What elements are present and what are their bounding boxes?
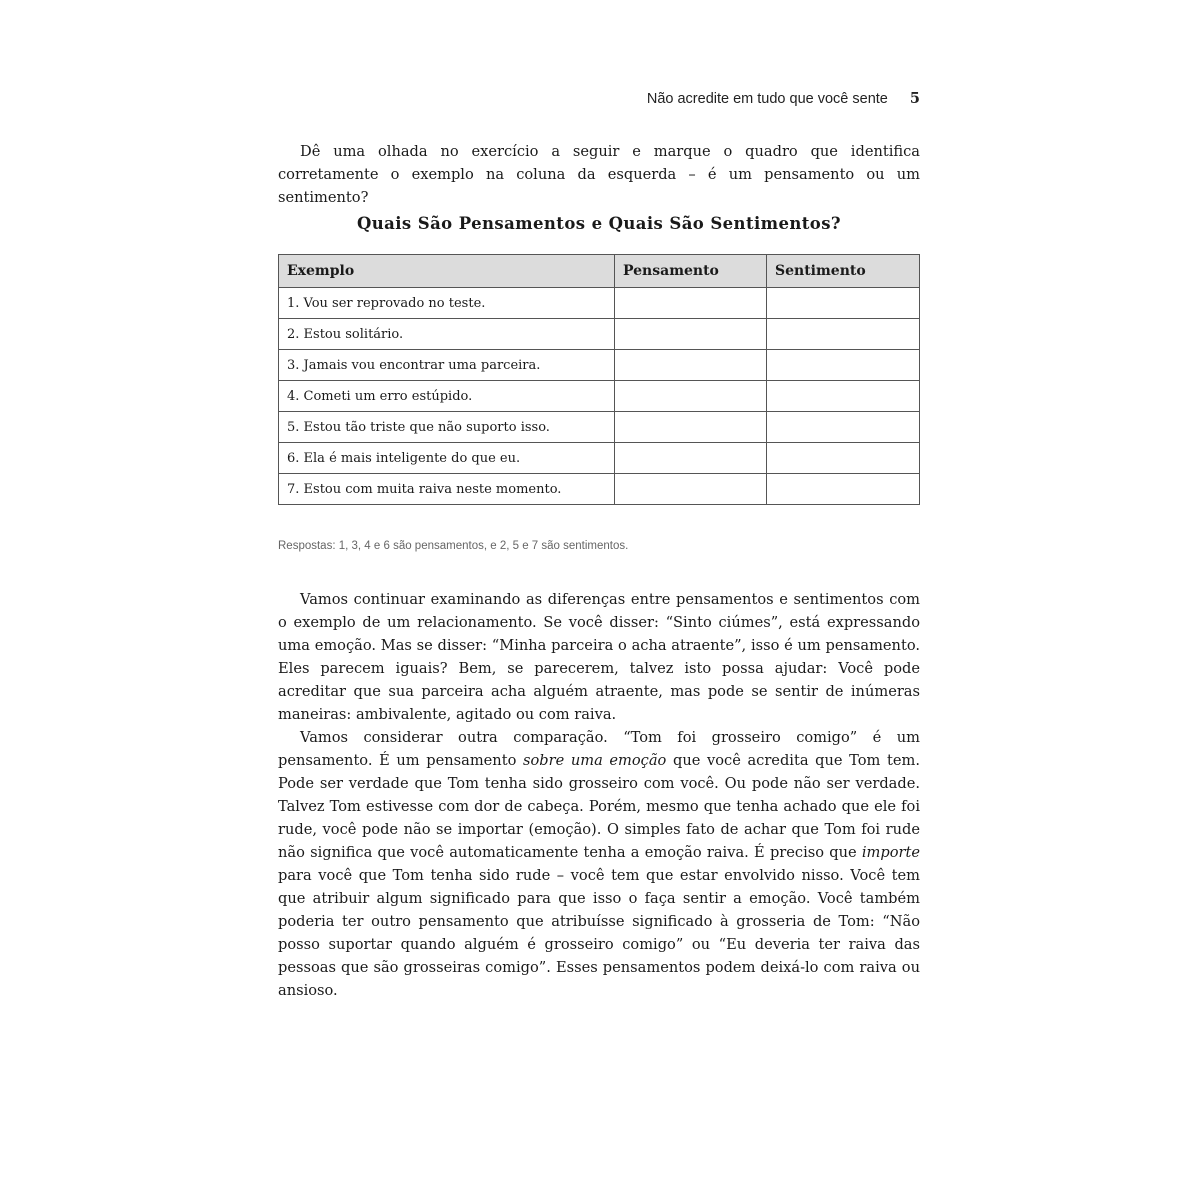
- running-title: Não acredite em tudo que você sente: [646, 91, 888, 107]
- pensamento-checkbox-cell[interactable]: [615, 381, 767, 412]
- paragraph-2-text-part-2: que você acredita que Tom tem. Pode ser verdade que Tom tenha sido grosseiro com você. Ou pode não ser verdade. Talvez Tom estivesse com dor de cabeça. Porém, mesmo que tenha achado que ele foi rude, você pode não se importar (emoção). O simples fato de achar que Tom foi rude não significa que você automaticamente tenha a emoção raiva. É preciso que: [278, 752, 920, 861]
- answer-note: Respostas: 1, 3, 4 e 6 são pensamentos, e 2, 5 e 7 são sentimentos.: [278, 540, 629, 552]
- exercise-table: [278, 254, 920, 505]
- sentimento-checkbox-cell[interactable]: [767, 288, 920, 319]
- sentimento-checkbox-cell[interactable]: [767, 443, 920, 474]
- page-number: 5: [909, 90, 920, 107]
- example-cell: 6. Ela é mais inteligente do que eu.: [279, 443, 615, 474]
- example-cell: 1. Vou ser reprovado no teste.: [279, 288, 615, 319]
- paragraph-2-italic-1: sobre uma emoção: [522, 752, 667, 769]
- example-cell: 7. Estou com muita raiva neste momento.: [279, 474, 615, 505]
- table-row: [279, 381, 920, 412]
- example-cell: 3. Jamais vou encontrar uma parceira.: [279, 350, 615, 381]
- pensamento-checkbox-cell[interactable]: [615, 350, 767, 381]
- paragraph-2-text-part-1: Vamos considerar outra comparação. “Tom foi grosseiro comigo” é um pensamento. É um pensamento: [278, 729, 920, 769]
- pensamento-checkbox-cell[interactable]: [615, 412, 767, 443]
- table-header-row: [279, 255, 920, 288]
- column-header-exemplo: Exemplo: [279, 255, 615, 288]
- table-row: [279, 288, 920, 319]
- sentimento-checkbox-cell[interactable]: [767, 412, 920, 443]
- body-paragraph-1: Vamos continuar examinando as diferenças entre pensamentos e sentimentos com o exemplo de um relacionamento. Se você disser: “Sinto ciúmes”, está expressando uma emoção. Mas se disser: “Minha parceira o acha atraente”, isso é um pensamento. Eles parecem iguais? Bem, se parecerem, talvez isto possa ajudar: Você pode acreditar que sua parceira acha alguém atraente, mas pode se sentir de inúmeras maneiras: ambivalente, agitado ou com raiva.: [278, 591, 920, 723]
- pensamento-checkbox-cell[interactable]: [615, 319, 767, 350]
- table-row: [279, 412, 920, 443]
- example-cell: 2. Estou solitário.: [279, 319, 615, 350]
- sentimento-checkbox-cell[interactable]: [767, 381, 920, 412]
- body-paragraph-2: [278, 726, 920, 1002]
- table-row: [279, 319, 920, 350]
- pensamento-checkbox-cell[interactable]: [615, 474, 767, 505]
- example-cell: 4. Cometi um erro estúpido.: [279, 381, 615, 412]
- table-row: [279, 350, 920, 381]
- body-text: [278, 588, 920, 1002]
- sentimento-checkbox-cell[interactable]: [767, 319, 920, 350]
- pensamento-checkbox-cell[interactable]: [615, 443, 767, 474]
- paragraph-2-italic-2: importe: [861, 844, 920, 861]
- table-row: [279, 474, 920, 505]
- pensamento-checkbox-cell[interactable]: [615, 288, 767, 319]
- sentimento-checkbox-cell[interactable]: [767, 350, 920, 381]
- table-title: Quais São Pensamentos e Quais São Sentimentos?: [357, 214, 841, 233]
- column-header-pensamento: Pensamento: [615, 255, 767, 288]
- intro-paragraph: Dê uma olhada no exercício a seguir e marque o quadro que identifica corretamente o exemplo na coluna da esquerda – é um pensamento ou um sentimento?: [278, 143, 920, 206]
- sentimento-checkbox-cell[interactable]: [767, 474, 920, 505]
- paragraph-2-text-part-3: para você que Tom tenha sido rude – você tem que estar envolvido nisso. Você tem que atribuir algum significado para que isso o faça sentir a emoção. Você também poderia ter outro pensamento que atribuísse significado à grosseria de Tom: “Não posso suportar quando alguém é grosseiro comigo” ou “Eu deveria ter raiva das pessoas que são grosseiras comigo”. Esses pensamentos podem deixá-lo com raiva ou ansioso.: [278, 867, 920, 999]
- running-header: [278, 90, 920, 107]
- column-header-sentimento: Sentimento: [767, 255, 920, 288]
- table-row: [279, 443, 920, 474]
- example-cell: 5. Estou tão triste que não suporto isso.: [279, 412, 615, 443]
